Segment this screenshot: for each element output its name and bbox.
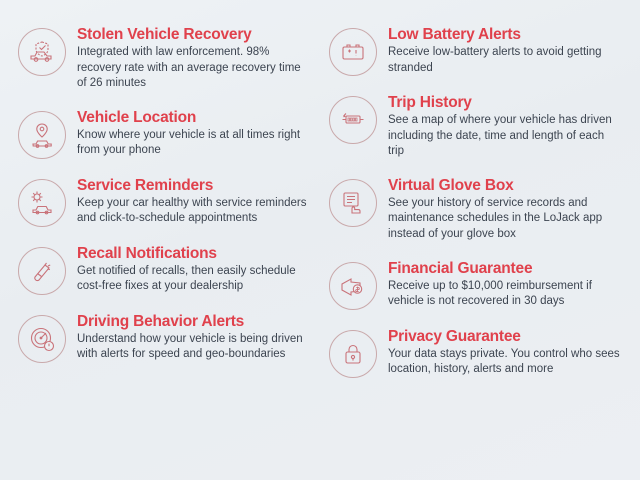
feature-title: Vehicle Location bbox=[77, 108, 197, 126]
feature-description: Receive low-battery alerts to avoid getting stranded bbox=[388, 46, 602, 74]
feature-text bbox=[77, 313, 311, 363]
feature-text bbox=[388, 26, 622, 76]
feature-driving-behavior-alerts bbox=[18, 313, 311, 363]
feature-vehicle-location bbox=[18, 109, 311, 159]
feature-description: Know where your vehicle is at all times right from your phone bbox=[77, 129, 301, 157]
feature-text bbox=[388, 328, 622, 378]
feature-title: Low Battery Alerts bbox=[388, 26, 521, 43]
feature-recall-notifications bbox=[18, 245, 311, 295]
feature-text bbox=[77, 245, 311, 295]
feature-description: See a map of where your vehicle has driven including the date, time and length of each trip bbox=[388, 114, 612, 157]
feature-title: Stolen Vehicle Recovery bbox=[77, 26, 252, 43]
trip-history-icon bbox=[329, 96, 377, 144]
feature-title: Trip History bbox=[388, 94, 472, 111]
feature-description: Understand how your vehicle is being driven with alerts for speed and geo-boundaries bbox=[77, 333, 303, 361]
feature-privacy-guarantee bbox=[329, 328, 622, 378]
feature-stolen-vehicle-recovery bbox=[18, 26, 311, 91]
feature-title: Virtual Glove Box bbox=[388, 176, 514, 194]
feature-low-battery-alerts bbox=[329, 26, 622, 76]
feature-text bbox=[77, 109, 311, 159]
feature-text bbox=[388, 94, 622, 159]
feature-description: Keep your car healthy with service reminders and click-to-schedule appointments bbox=[77, 197, 307, 225]
feature-title: Driving Behavior Alerts bbox=[77, 312, 245, 330]
feature-description: See your history of service records and maintenance schedules in the LoJack app instead of your glove box bbox=[388, 197, 603, 240]
privacy-guarantee-icon bbox=[329, 330, 377, 378]
feature-text bbox=[388, 177, 622, 242]
feature-financial-guarantee bbox=[329, 260, 622, 310]
service-reminders-icon bbox=[18, 179, 66, 227]
feature-trip-history bbox=[329, 94, 622, 159]
feature-description: Get notified of recalls, then easily schedule cost-free fixes at your dealership bbox=[77, 265, 296, 293]
feature-columns bbox=[18, 26, 622, 462]
recall-notifications-icon bbox=[18, 247, 66, 295]
feature-text bbox=[77, 26, 311, 91]
feature-description: Your data stays private. You control who sees location, history, alerts and more bbox=[388, 348, 620, 376]
feature-text bbox=[77, 177, 311, 227]
feature-description: Integrated with law enforcement. 98% recovery rate with an average recovery time of 26 minutes bbox=[77, 46, 301, 89]
virtual-glove-box-icon bbox=[329, 179, 377, 227]
driving-behavior-alerts-icon bbox=[18, 315, 66, 363]
stolen-vehicle-recovery-icon bbox=[18, 28, 66, 76]
vehicle-location-icon bbox=[18, 111, 66, 159]
feature-title: Recall Notifications bbox=[77, 244, 217, 262]
feature-title: Service Reminders bbox=[77, 176, 214, 194]
feature-column-left bbox=[18, 26, 311, 462]
financial-guarantee-icon bbox=[329, 262, 377, 310]
feature-title: Privacy Guarantee bbox=[388, 327, 521, 345]
feature-virtual-glove-box bbox=[329, 177, 622, 242]
feature-description: Receive up to $10,000 reimbursement if vehicle is not recovered in 30 days bbox=[388, 280, 592, 308]
feature-title: Financial Guarantee bbox=[388, 259, 533, 277]
feature-column-right bbox=[329, 26, 622, 462]
feature-text bbox=[388, 260, 622, 310]
low-battery-alerts-icon bbox=[329, 28, 377, 76]
feature-service-reminders bbox=[18, 177, 311, 227]
